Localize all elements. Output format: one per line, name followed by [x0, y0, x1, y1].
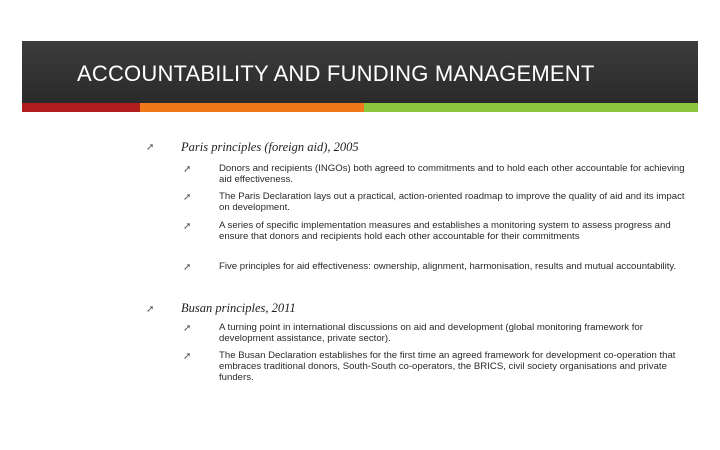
arrow-bullet-icon: ➚ [183, 221, 192, 232]
accent-bar-orange [140, 103, 364, 112]
list-item: The Busan Declaration establishes for the first time an agreed framework for development co-operation that embraces traditional donors, South-South co-operators, the BRICS, civil society organisations and private funders. [219, 350, 676, 383]
list-item: The Paris Declaration lays out a practical, action-oriented roadmap to improve the quality of aid and its impact on development. [219, 191, 685, 213]
title-bar [22, 41, 698, 103]
arrow-bullet-icon: ➚ [146, 304, 155, 315]
section-heading-busan: Busan principles, 2011 [181, 301, 296, 315]
list-item: Donors and recipients (INGOs) both agreed to commitments and to hold each other accountable for achieving aid effectiveness. [219, 163, 685, 185]
list-item: A turning point in international discussions on aid and development (global monitoring framework for development assistance, private sector). [219, 322, 643, 344]
arrow-bullet-icon: ➚ [183, 351, 192, 362]
accent-bar-red [22, 103, 140, 112]
accent-bar-green [364, 103, 698, 112]
arrow-bullet-icon: ➚ [183, 262, 192, 273]
arrow-bullet-icon: ➚ [146, 142, 155, 153]
list-item: Five principles for aid effectiveness: ownership, alignment, harmonisation, results and mutual accountability. [219, 261, 677, 272]
slide-title: ACCOUNTABILITY AND FUNDING MANAGEMENT [77, 61, 595, 86]
arrow-bullet-icon: ➚ [183, 192, 192, 203]
arrow-bullet-icon: ➚ [183, 164, 192, 175]
section-heading-paris: Paris principles (foreign aid), 2005 [181, 140, 359, 154]
list-item: A series of specific implementation measures and establishes a monitoring system to assess progress and ensure that donors and recipients hold each other accountable for their commitments [219, 220, 671, 242]
arrow-bullet-icon: ➚ [183, 323, 192, 334]
